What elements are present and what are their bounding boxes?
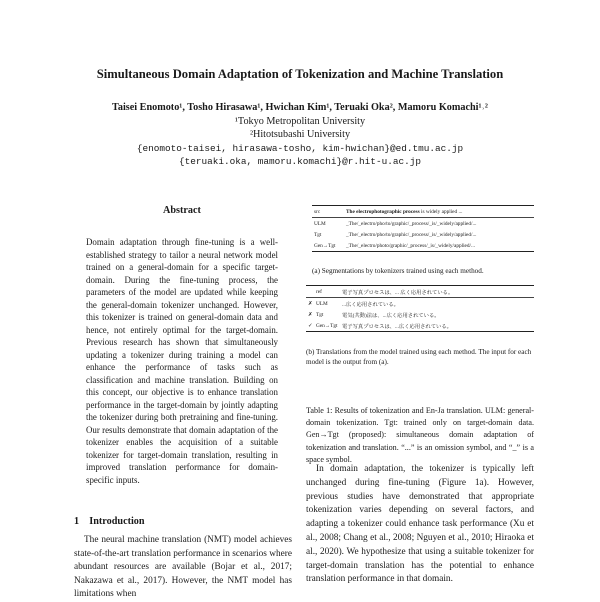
table-row	[306, 298, 534, 310]
cross-mark-icon: ✗	[308, 300, 313, 307]
row-label-text: Gen→Tgt	[316, 322, 338, 329]
affiliation-1: ¹Tokyo Metropolitan University	[234, 116, 366, 127]
intro-left-column	[74, 534, 292, 602]
table-row	[312, 206, 534, 218]
author-list: Taisei Enomoto¹, Tosho Hirasawa¹, Hwichan Kim¹, Teruaki Oka², Mamoru Komachi¹˒²	[112, 102, 488, 113]
subcaption-a: (a) Segmentations by tokenizers trained using each method.	[312, 267, 484, 275]
row-text: ...広く応用されている。	[342, 301, 399, 308]
abstract-text: Domain adaptation through fine-tuning is a well-established strategy to tailor a neural network model trained on a general-domain for a specific target-domain. During the fine-tuning process, the parameters of the model are updated while keeping the general-domain tokenizer unchanged. However, this tokenizer is trained on general-domain data and hence, not entirely optimal for the target-domain. Previous research has shown that simultaneously updating a tokenizer during training a model can enhance the performance of tasks such as classification and machine translation. Building on this concept, our objective is to enhance translation performance in the target-domain by jointly adapting the tokenizer during both pretraining and fine-tuning. Our results demonstrate that domain adaptation of the tokenizer enables the acquisition of a suitable tokenizer for target-domain translation, resulting in improved translation performance for domain-specific inputs.	[86, 237, 278, 485]
row-text: _The/_electro/pho/to/graphic/_process/_is/_widely/applied/...	[346, 231, 477, 238]
row-text: 電気(共動)法は、...広く応用されている。	[342, 312, 440, 319]
row-text: The electrophotographic process is widely applied ...	[346, 208, 463, 215]
check-mark-icon: ✓	[308, 322, 313, 329]
table-row	[312, 218, 534, 230]
row-label	[306, 320, 340, 332]
row-label-text: ULM	[316, 300, 328, 307]
table-caption: Table 1: Results of tokenization and En-Ja translation. ULM: general-domain tokenization. Tgt: trained only on target-domain data. Gen→Tgt (proposed): simultaneous domain adaptation of tokenization and translation. “...” is an omission symbol, and “_” is a space symbol.	[306, 406, 534, 464]
row-text: 電子写真プロセスは、...広く応用されている。	[342, 323, 452, 330]
row-label: ULM	[314, 220, 326, 227]
row-label	[306, 309, 340, 320]
row-text: _The/_electro/photo/graphic/_process/_is/_widely/applied/...	[346, 242, 476, 249]
subcaption-b: (b) Translations from the model trained using each method. The input for each model is the output from (a).	[306, 348, 532, 366]
segmentation-table	[312, 205, 534, 252]
paper-title: Simultaneous Domain Adaptation of Tokenization and Machine Translation	[96, 67, 504, 81]
table-row	[312, 240, 534, 252]
email-line-1: {enomoto-taisei, hirasawa-tosho, kim-hwichan}@ed.tmu.ac.jp	[136, 143, 464, 154]
table-row	[306, 309, 534, 320]
row-label: src	[314, 208, 321, 215]
abstract-body	[86, 236, 278, 486]
row-text: 電子写真プロセスは、... 広く応用されている。	[342, 289, 454, 296]
row-text: _The/_electro/pho/to/graphic/_process/_is/_widely/applied/...	[346, 220, 477, 227]
table-row	[312, 229, 534, 240]
section-heading	[74, 516, 145, 527]
section-title: Introduction	[89, 516, 145, 527]
intro-right-column	[306, 463, 534, 587]
table-row	[306, 286, 534, 298]
row-label	[306, 298, 340, 310]
abstract-heading: Abstract	[163, 205, 201, 216]
row-label-text: Tgt	[316, 311, 324, 318]
row-label: Tgt	[314, 231, 322, 238]
translation-table	[306, 285, 534, 332]
row-label-text: ref	[316, 288, 322, 295]
email-line-2: {teruaki.oka, mamoru.komachi}@r.hit-u.ac.jp	[179, 156, 421, 167]
cross-mark-icon: ✗	[308, 311, 313, 318]
table-row	[306, 320, 534, 332]
row-label: Gen→Tgt	[314, 242, 336, 249]
affiliation-2: ²Hitotsubashi University	[249, 129, 351, 140]
intro-left-text: The neural machine translation (NMT) model achieves state-of-the-art translation performance in scenarios where abundant resources are available (Bojar et al., 2017; Nakazawa et al., 2017). However, the NMT model has limitations when	[74, 535, 292, 600]
section-number: 1	[74, 516, 80, 527]
row-label	[306, 286, 340, 298]
intro-right-text: In domain adaptation, the tokenizer is typically left unchanged during fine-tuning (Figure 1a). However, previous studies have demonstrated that appropriate tokenization varies depending on several factors, and adapting a tokenizer could enhance task performance (Xu et al., 2008; Chang et al., 2008; Nguyen et al., 2010; Hiraoka et al., 2020). We hypothesize that using a suitable tokenizer for target-domain translation has the potential to enhance translation performance in that domain.	[306, 464, 534, 585]
